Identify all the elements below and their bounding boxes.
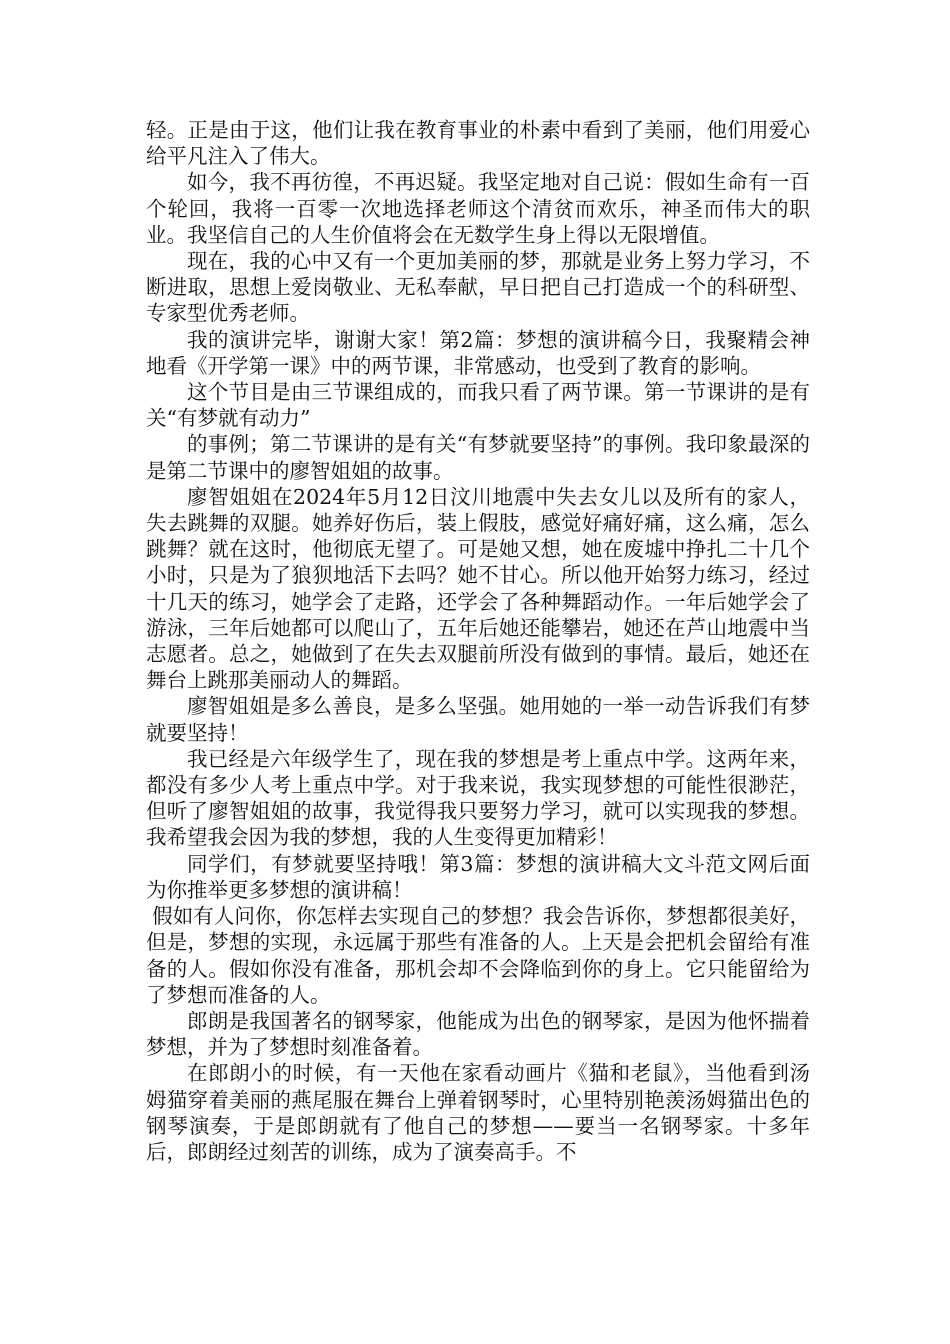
paragraph: 我的演讲完毕，谢谢大家！第2篇：梦想的演讲稿今日，我聚精会神地看《开学第一课》中的两节课，非常感动，也受到了教育的影响。 — [146, 327, 810, 378]
paragraph: 现在，我的心中又有一个更加美丽的梦，那就是业务上努力学习，不断进取，思想上爱岗敬业、无私奉献，早日把自己打造成一个的科研型、专家型优秀老师。 — [146, 249, 810, 326]
paragraph: 廖智姐姐是多么善良，是多么坚强。她用她的一举一动告诉我们有梦就要坚持！ — [146, 694, 810, 745]
paragraph: 廖智姐姐在2024年5月12日汶川地震中失去女儿以及所有的家人，失去跳舞的双腿。她养好伤后，装上假肢，感觉好痛好痛，这么痛，怎么跳舞？就在这时，他彻底无望了。可是她又想，她在废墟中挣扎二十几个小时，只是为了狼狈地活下去吗？她不甘心。所以他开始努力练习，经过十几天的练习，她学会了走路，还学会了各种舞蹈动作。一年后她学会了游泳，三年后她都可以爬山了，五年后她还能攀岩，她还在芦山地震中当志愿者。总之，她做到了在失去双腿前所没有做到的事情。最后，她还在舞台上跳那美丽动人的舞蹈。 — [146, 484, 810, 693]
paragraph: 郎朗是我国著名的钢琴家，他能成为出色的钢琴家，是因为他怀揣着梦想，并为了梦想时刻准备着。 — [146, 1008, 810, 1060]
paragraph: 在郎朗小的时候，有一天他在家看动画片《猫和老鼠》，当他看到汤姆猫穿着美丽的燕尾服在舞台上弹着钢琴时，心里特别艳羡汤姆猫出色的钢琴演奏，于是郎朗就有了他自己的梦想——要当一名钢琴家。十多年后，郎朗经过刻苦的训练，成为了演奏高手。不 — [146, 1061, 810, 1164]
paragraph: 这个节目是由三节课组成的，而我只看了两节课。第一节课讲的是有关“有梦就有动力” — [146, 380, 810, 431]
paragraph-continuation: 轻。正是由于这，他们让我在教育事业的朴素中看到了美丽，他们用爱心给平凡注入了伟大。 — [146, 118, 810, 169]
paragraph: 假如有人问你，你怎样去实现自己的梦想？我会告诉你，梦想都很美好，但是，梦想的实现，永远属于那些有准备的人。上天是会把机会留给有准备的人。假如你没有准备，那机会却不会降临到你的身上。它只能留给为了梦想而准备的人。 — [146, 904, 810, 1007]
paragraph: 我已经是六年级学生了，现在我的梦想是考上重点中学。这两年来，都没有多少人考上重点中学。对于我来说，我实现梦想的可能性很渺茫，但听了廖智姐姐的故事，我觉得我只要努力学习，就可以实现我的梦想。我希望我会因为我的梦想，我的人生变得更加精彩！ — [146, 746, 810, 850]
paragraph: 同学们，有梦就要坚持哦！第3篇：梦想的演讲稿大文斗范文网后面为你推举更多梦想的演讲稿！ — [146, 851, 810, 902]
document-body — [146, 117, 810, 1165]
paragraph: 如今，我不再彷徨，不再迟疑。我坚定地对自己说：假如生命有一百个轮回，我将一百零一次地选择老师这个清贫而欢乐，神圣而伟大的职业。我坚信自己的人生价值将会在无数学生身上得以无限增值。 — [146, 170, 810, 247]
paragraph: 的事例；第二节课讲的是有关“有梦就要坚持”的事例。我印象最深的是第二节课中的廖智姐姐的故事。 — [146, 432, 810, 483]
